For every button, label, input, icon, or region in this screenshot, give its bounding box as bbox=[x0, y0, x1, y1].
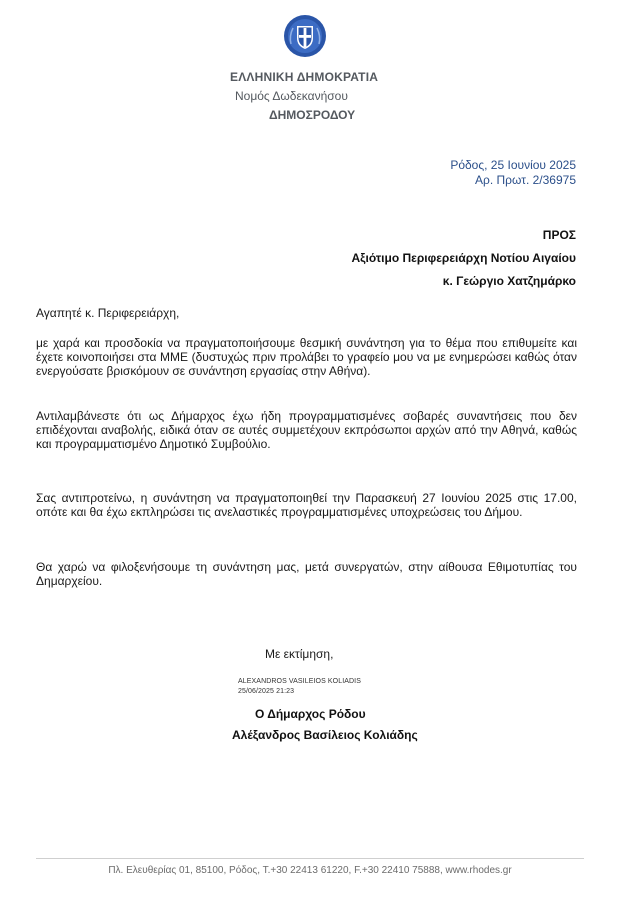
footer-divider bbox=[36, 858, 584, 859]
document-meta bbox=[450, 158, 576, 188]
greek-coat-of-arms-icon bbox=[283, 14, 327, 58]
recipient-to-label: ΠΡΟΣ bbox=[542, 228, 576, 242]
recipient-name: κ. Γεώργιο Χατζημάρκο bbox=[442, 274, 576, 288]
prefecture-name: Νομός Δωδεκανήσου bbox=[235, 89, 348, 103]
recipient-block bbox=[351, 224, 576, 293]
paragraph: Αντιλαμβάνεστε ότι ως Δήμαρχος έχω ήδη προγραμματισμένες σοβαρές συναντήσεις που δεν επιδέχονται αναβολής, ειδικά όταν σε αυτές συμμετέχουν εκπρόσωποι αρχών από την Αθηνά, καθώς και προγραμματισμένο Δημοτικό Συμβούλιο. bbox=[36, 409, 577, 451]
paragraph: με χαρά και προσδοκία να πραγματοποιήσουμε θεσμική συνάντηση για το θέμα που επιθυμείτε και έχετε κοινοποιήσει στα ΜΜΕ (δυστυχώς πριν προλάβει το γραφείο μου να με ενημερώσει καθώς όταν ενεργούσατε βρισκόμουν σε συνάντηση εργασίας στην Αθήνα). bbox=[36, 336, 577, 378]
place-date: Ρόδος, 25 Ιουνίου 2025 bbox=[450, 158, 576, 172]
signer-title: Ο Δήμαρχος Ρόδου bbox=[255, 707, 366, 721]
digital-signature-name: ALEXANDROS VASILEIOS KOLIADIS bbox=[238, 678, 361, 685]
protocol-number: Αρ. Πρωτ. 2/36975 bbox=[475, 173, 576, 187]
closing-regards: Με εκτίμηση, bbox=[265, 647, 334, 661]
salutation: Αγαπητέ κ. Περιφερειάρχη, bbox=[36, 306, 180, 320]
paragraph: Θα χαρώ να φιλοξενήσουμε τη συνάντηση μας, μετά συνεργατών, στην αίθουσα Εθιμοτυπίας του Δημαρχείου. bbox=[36, 560, 577, 588]
paragraph: Σας αντιπροτείνω, η συνάντηση να πραγματοποιηθεί την Παρασκευή 27 Ιουνίου 2025 στις 17.00, οπότε και θα έχω εκπληρώσει τις ανελαστικές προγραμματισμένες υποχρεώσεις του Δήμου. bbox=[36, 491, 577, 519]
digital-signature-date: 25/06/2025 21:23 bbox=[238, 688, 295, 695]
signer-name: Αλέξανδρος Βασίλειος Κολιάδης bbox=[232, 728, 418, 742]
digital-signature bbox=[238, 677, 361, 697]
country-name: ΕΛΛΗΝΙΚΗ ΔΗΜΟΚΡΑΤΙΑ bbox=[230, 70, 379, 84]
footer-contact: Πλ. Ελευθερίας 01, 85100, Ρόδος, Τ.+30 22413 61220, F.+30 22410 75888, www.rhodes.gr bbox=[108, 865, 512, 876]
recipient-title: Αξιότιμο Περιφερειάρχη Νοτίου Αιγαίου bbox=[351, 251, 576, 265]
municipality-name: ΔΗΜΟΣΡΟΔΟΥ bbox=[269, 108, 356, 122]
